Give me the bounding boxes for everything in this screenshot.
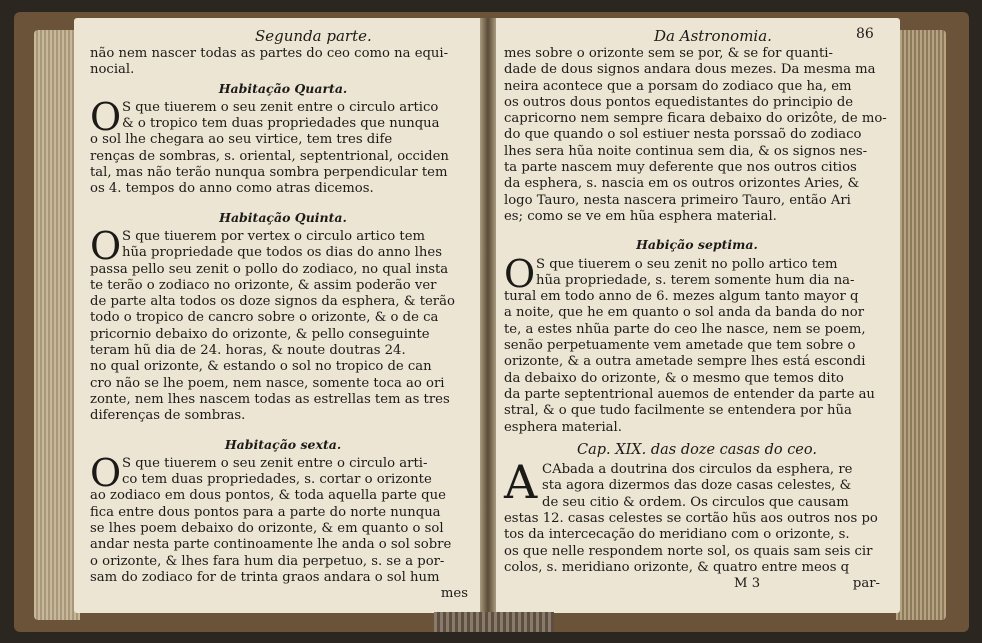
text-line: todo o tropico de cancro sobre o orizonte, & o de ca <box>90 310 439 326</box>
text-line: S que tiuerem o seu zenit no pollo artico tem <box>536 256 838 272</box>
chapter-paragraph <box>504 455 890 576</box>
text-line: renças de sombras, s. oriental, septentrional, occiden <box>90 148 449 164</box>
text-line: neira acontece que a porsam do zodiaco que ha, em <box>504 78 852 94</box>
text-line: hũa propriedade, s. terem somente hum dia na- <box>536 272 855 288</box>
text-line: sam do zodiaco for de trinta graos andara o sol hum <box>90 569 440 585</box>
text-line: senão perpetuamente vem ametade que tem sobre o <box>504 338 856 354</box>
text-line: passa pello seu zenit o pollo do zodiaco, no qual insta <box>90 261 449 277</box>
text-line: tos da intercecação do meridiano com o orizonte, s. <box>504 527 850 543</box>
right-page-edges <box>896 30 946 620</box>
left-top-lines <box>90 46 476 79</box>
section-paragraph <box>504 251 890 436</box>
text-line: no qual orizonte, & estando o sol no tropico de can <box>90 359 432 375</box>
text-line: te terão o zodiaco no orizonte, & assim poderão ver <box>90 277 437 293</box>
text-line: se lhes poem debaixo do orizonte, & em quanto o sol <box>90 521 444 537</box>
right-running-title: Da Astronomia. <box>654 27 772 45</box>
text-line: esphera material. <box>504 419 622 435</box>
text-line: os outros dous pontos equedistantes do principio de <box>504 94 854 110</box>
text-line: hũa propriedade que todos os dias do anno lhes <box>122 245 442 261</box>
section-heading: Habitação Quarta. <box>218 80 348 96</box>
text-line: andar nesta parte continoamente lhe anda o sol sobre <box>90 537 452 553</box>
text-line: ao zodiaco em dous pontos, & toda aquella parte que <box>90 488 446 504</box>
section-heading: Habição septima. <box>636 237 758 253</box>
drop-cap: O <box>90 223 122 268</box>
text-line: cro não se lhe poem, nem nasce, somente toca ao ori <box>90 375 445 391</box>
spine-headband <box>434 612 554 632</box>
text-line: S que tiuerem o seu zenit entre o circulo arti- <box>122 455 428 471</box>
drop-cap: O <box>90 94 122 139</box>
drop-cap: O <box>504 251 536 296</box>
left-page <box>74 18 484 613</box>
text-line: mes sobre o orizonte sem se por, & se for quanti- <box>504 46 833 61</box>
catchword: par- <box>852 576 880 592</box>
text-line: pricornio debaixo do orizonte, & pello conseguinte <box>90 326 430 342</box>
text-line: zonte, nem lhes nascem todas as estrellas tem as tres <box>90 391 450 407</box>
text-line: co tem duas propriedades, s. cortar o orizonte <box>122 472 432 488</box>
text-line: a noite, que he em quanto o sol anda da banda do nor <box>504 305 865 321</box>
text-line: sta agora dizermos das doze casas celestes, & <box>542 478 852 494</box>
text-line: tural em todo anno de 6. mezes algum tanto mayor q <box>504 289 859 305</box>
text-line: não nem nascer todas as partes do ceo como na equi- <box>90 46 449 61</box>
text-line: o sol lhe chegara ao seu virtice, tem tres dife <box>90 132 393 148</box>
text-line: orizonte, & a outra ametade sempre lhes está escondi <box>504 354 866 370</box>
right-top-lines <box>504 46 890 225</box>
text-line: capricorno nem sempre ficara debaixo do orizôte, de mo- <box>504 111 887 127</box>
text-line: o orizonte, & lhes fara hum dia perpetuo, s. se a por- <box>90 553 445 569</box>
text-line: os que nelle respondem norte sol, os quais sam seis cir <box>504 543 873 559</box>
text-line: ta parte nascem muy deferente que nos outros citios <box>504 160 857 176</box>
right-running-head <box>504 18 890 45</box>
section-heading: Habitação sexta. <box>224 436 342 452</box>
text-line: tal, mas não terão nunqua sombra perpendicular tem <box>90 165 448 181</box>
section-heading: Habitação Quinta. <box>219 209 347 225</box>
right-page <box>490 18 900 613</box>
signature-mark: M 3 <box>734 576 761 592</box>
left-running-title: Segunda parte. <box>255 27 372 45</box>
section-paragraph <box>90 223 476 425</box>
text-line: te, a estes nhũa parte do ceo lhe nasce, nem se poem, <box>504 321 866 337</box>
section-paragraph <box>90 94 476 198</box>
catchword: mes <box>440 586 468 602</box>
text-line: da debaixo do orizonte, & o mesmo que temos dito <box>504 370 844 386</box>
text-line: CAbada a doutrina dos circulos da esphera, re <box>542 462 853 478</box>
page-number: 86 <box>856 26 874 42</box>
text-line: es; como se ve em hũa esphera material. <box>504 208 777 224</box>
text-line: fica entre dous pontos para a parte do norte nunqua <box>90 504 441 520</box>
left-running-head <box>90 18 476 45</box>
text-line: estas 12. casas celestes se cortão hũs aos outros nos po <box>504 511 878 527</box>
book-gutter <box>480 18 496 613</box>
text-line: os 4. tempos do anno como atras dicemos. <box>90 181 374 197</box>
text-line: de seu citio & ordem. Os circulos que causam <box>542 494 849 510</box>
text-line: da parte septentrional auemos de entender da parte au <box>504 386 875 402</box>
text-line: stral, & o que tudo facilmente se entendera por hũa <box>504 403 852 419</box>
text-line: dade de dous signos andara dous mezes. Da mesma ma <box>504 62 876 78</box>
right-footer <box>504 576 890 592</box>
text-line: colos, s. meridiano orizonte, & quatro entre meos q <box>504 559 850 575</box>
book <box>14 12 969 632</box>
text-line: & o tropico tem duas propriedades que nunqua <box>122 116 440 132</box>
text-line: S que tiuerem por vertex o circulo artico tem <box>122 228 426 244</box>
text-line: S que tiuerem o seu zenit entre o circulo artico <box>122 99 439 115</box>
left-footer <box>90 586 476 602</box>
text-line: teram hũ dia de 24. horas, & noute doutras 24. <box>90 343 406 359</box>
text-line: nocial. <box>90 62 135 78</box>
text-line: lhes sera hũa noite continua sem dia, & os signos nes- <box>504 143 868 159</box>
drop-cap: A <box>504 455 538 510</box>
text-line: de parte alta todos os doze signos da esphera, & terão <box>90 294 455 310</box>
text-line: da esphera, s. nascia em os outros orizontes Aries, & <box>504 176 860 192</box>
text-line: do que quando o sol estiuer nesta porssaõ do zodiaco <box>504 127 862 143</box>
text-line: logo Tauro, nesta nascera primeiro Tauro, então Ari <box>504 192 851 208</box>
text-line: diferenças de sombras. <box>90 408 246 424</box>
section-paragraph <box>90 450 476 586</box>
chapter-heading: Cap. XIX. das doze casas do ceo. <box>577 441 817 458</box>
drop-cap: O <box>90 450 122 495</box>
